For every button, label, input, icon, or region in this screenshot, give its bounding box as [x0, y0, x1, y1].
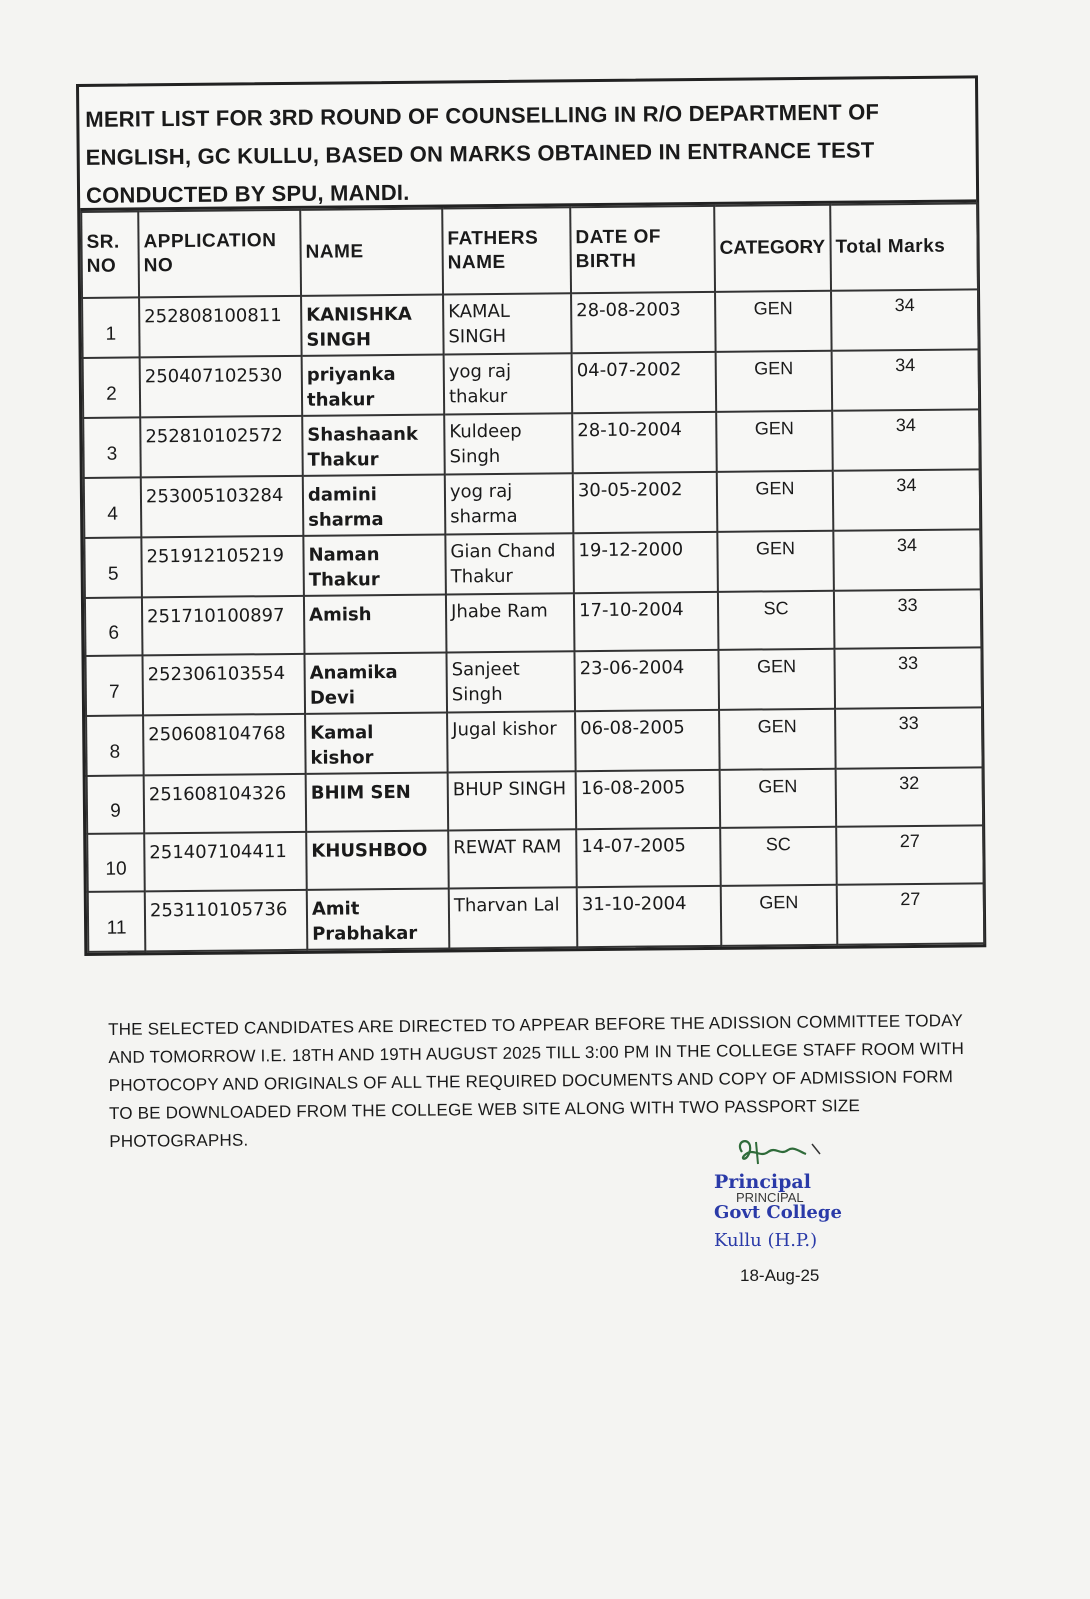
table-row: [84, 469, 981, 538]
cell-fathers-name: Sanjeet Singh: [446, 651, 575, 712]
cell-date-of-birth: 30-05-2002: [573, 472, 718, 533]
header-total-marks: Total Marks: [830, 203, 978, 290]
table-row: [85, 589, 982, 656]
stamp-line-location: Kullu (H.P.): [714, 1230, 818, 1251]
cell-fathers-name: Jhabe Ram: [446, 593, 575, 652]
cell-date-of-birth: 14-07-2005: [576, 828, 721, 887]
cell-application-no: 252808100811: [139, 296, 302, 358]
table-row: [82, 289, 979, 358]
cell-name: damini sharma: [303, 474, 446, 535]
principal-signature-stamp: [708, 1130, 858, 1260]
cell-fathers-name: Gian Chand Thakur: [445, 533, 574, 594]
cell-category: GEN: [720, 769, 837, 828]
cell-category: GEN: [716, 411, 833, 472]
cell-total-marks: 34: [832, 409, 980, 470]
cell-date-of-birth: 16-08-2005: [576, 770, 721, 829]
table-row: [88, 883, 985, 952]
cell-sr: 1: [82, 297, 140, 358]
cell-sr: 9: [87, 775, 145, 834]
cell-name: Kamal kishor: [305, 712, 448, 773]
cell-name: Amish: [304, 594, 447, 653]
table-row: [83, 409, 980, 478]
table-header-row: [81, 203, 978, 298]
cell-sr: 5: [84, 537, 142, 598]
cell-category: GEN: [715, 291, 832, 352]
cell-total-marks: 32: [836, 767, 984, 826]
cell-sr: 3: [83, 417, 141, 478]
cell-date-of-birth: 31-10-2004: [577, 886, 722, 947]
cell-total-marks: 27: [836, 825, 984, 884]
cell-date-of-birth: 06-08-2005: [575, 710, 720, 771]
cell-sr: 8: [86, 715, 144, 776]
cell-total-marks: 34: [833, 469, 981, 530]
cell-fathers-name: REWAT RAM: [448, 829, 577, 888]
admission-instructions: THE SELECTED CANDIDATES ARE DIRECTED TO APPEAR BEFORE THE ADISSION COMMITTEE TODAY AND TOMORROW I.E. 18TH AND 19TH AUGUST 2025 TILL 3:00 PM IN THE COLLEGE STAFF ROOM WITH PHOTOCOPY AND ORIGINALS OF ALL THE REQUIRED DOCUMENTS AND COPY OF ADMISSION FORM TO BE DOWNLOADED FROM THE COLLEGE WEB SITE ALONG WITH TWO PASSPORT SIZE PHOTOGRAPHS.: [108, 1011, 965, 1151]
cell-application-no: 253005103284: [141, 476, 304, 538]
cell-category: SC: [720, 827, 837, 886]
cell-sr: 4: [84, 477, 142, 538]
cell-application-no: 251407104411: [144, 832, 307, 892]
cell-category: SC: [718, 591, 835, 650]
header-sr-no: SR. NO: [81, 211, 139, 298]
header-category: CATEGORY: [714, 205, 831, 292]
header-name: NAME: [300, 208, 443, 295]
cell-name: BHIM SEN: [306, 772, 449, 831]
cell-application-no: 251608104326: [144, 774, 307, 834]
cell-name: Shashaank Thakur: [302, 414, 445, 475]
cell-name: KHUSHBOO: [306, 830, 449, 889]
cell-name: Naman Thakur: [303, 534, 446, 595]
signature-date: 18-Aug-25: [740, 1266, 820, 1285]
table-row: [83, 349, 980, 418]
header-date-of-birth: DATE OF BIRTH: [570, 206, 715, 293]
merit-table: [80, 202, 985, 953]
cell-application-no: 251710100897: [142, 596, 305, 656]
cell-date-of-birth: 28-08-2003: [571, 292, 716, 353]
cell-total-marks: 33: [834, 589, 982, 648]
document-title: MERIT LIST FOR 3RD ROUND OF COUNSELLING IN R/O DEPARTMENT OF ENGLISH, GC KULLU, BASED ON MARKS OBTAINED IN ENTRANCE TEST CONDUCTED BY SPU, MANDI.: [79, 78, 976, 211]
stamp-line-principal: Principal: [714, 1171, 811, 1193]
cell-fathers-name: yog raj sharma: [445, 473, 574, 534]
cell-date-of-birth: 23-06-2004: [574, 650, 719, 711]
cell-application-no: 252306103554: [142, 654, 305, 716]
cell-application-no: 253110105736: [145, 890, 308, 952]
cell-fathers-name: Jugal kishor: [447, 711, 576, 772]
cell-name: Anamika Devi: [304, 652, 447, 713]
cell-total-marks: 27: [837, 883, 985, 944]
merit-list-sheet: [76, 75, 986, 956]
cell-total-marks: 33: [835, 707, 983, 768]
cell-category: GEN: [717, 471, 834, 532]
cell-sr: 6: [85, 597, 143, 656]
cell-sr: 10: [87, 833, 145, 892]
cell-name: KANISHKA SINGH: [301, 294, 444, 355]
cell-category: GEN: [721, 885, 838, 946]
cell-sr: 2: [83, 357, 141, 418]
header-fathers-name: FATHERS NAME: [442, 207, 571, 294]
header-application-no: APPLICATION NO: [138, 210, 301, 298]
stamp-line-principal-caps: PRINCIPAL: [736, 1190, 804, 1205]
cell-category: GEN: [716, 351, 833, 412]
cell-fathers-name: Kuldeep Singh: [444, 413, 573, 474]
cell-total-marks: 34: [831, 289, 979, 350]
table-row: [85, 647, 982, 716]
cell-fathers-name: Tharvan Lal: [449, 887, 578, 948]
table-row: [86, 707, 983, 776]
table-row: [84, 529, 981, 598]
cell-date-of-birth: 17-10-2004: [574, 592, 719, 651]
cell-fathers-name: BHUP SINGH: [448, 771, 577, 830]
cell-date-of-birth: 04-07-2002: [572, 352, 717, 413]
cell-sr: 11: [88, 891, 146, 952]
cell-fathers-name: KAMAL SINGH: [443, 293, 572, 354]
cell-category: GEN: [718, 649, 835, 710]
cell-sr: 7: [85, 655, 143, 716]
cell-total-marks: 34: [833, 529, 981, 590]
cell-date-of-birth: 28-10-2004: [572, 412, 717, 473]
cell-application-no: 251912105219: [141, 536, 304, 598]
stamp-line-college: Govt College: [714, 1202, 842, 1223]
cell-name: priyanka thakur: [302, 354, 445, 415]
cell-date-of-birth: 19-12-2000: [573, 532, 718, 593]
cell-name: Amit Prabhakar: [307, 888, 450, 949]
cell-application-no: 250407102530: [140, 356, 303, 418]
table-row: [87, 767, 984, 834]
cell-application-no: 252810102572: [140, 416, 303, 478]
cell-application-no: 250608104768: [143, 714, 306, 776]
cell-total-marks: 34: [832, 349, 980, 410]
cell-category: GEN: [719, 709, 836, 770]
cell-category: GEN: [717, 531, 834, 592]
cell-fathers-name: yog raj thakur: [444, 353, 573, 414]
table-row: [87, 825, 984, 892]
cell-total-marks: 33: [834, 647, 982, 708]
